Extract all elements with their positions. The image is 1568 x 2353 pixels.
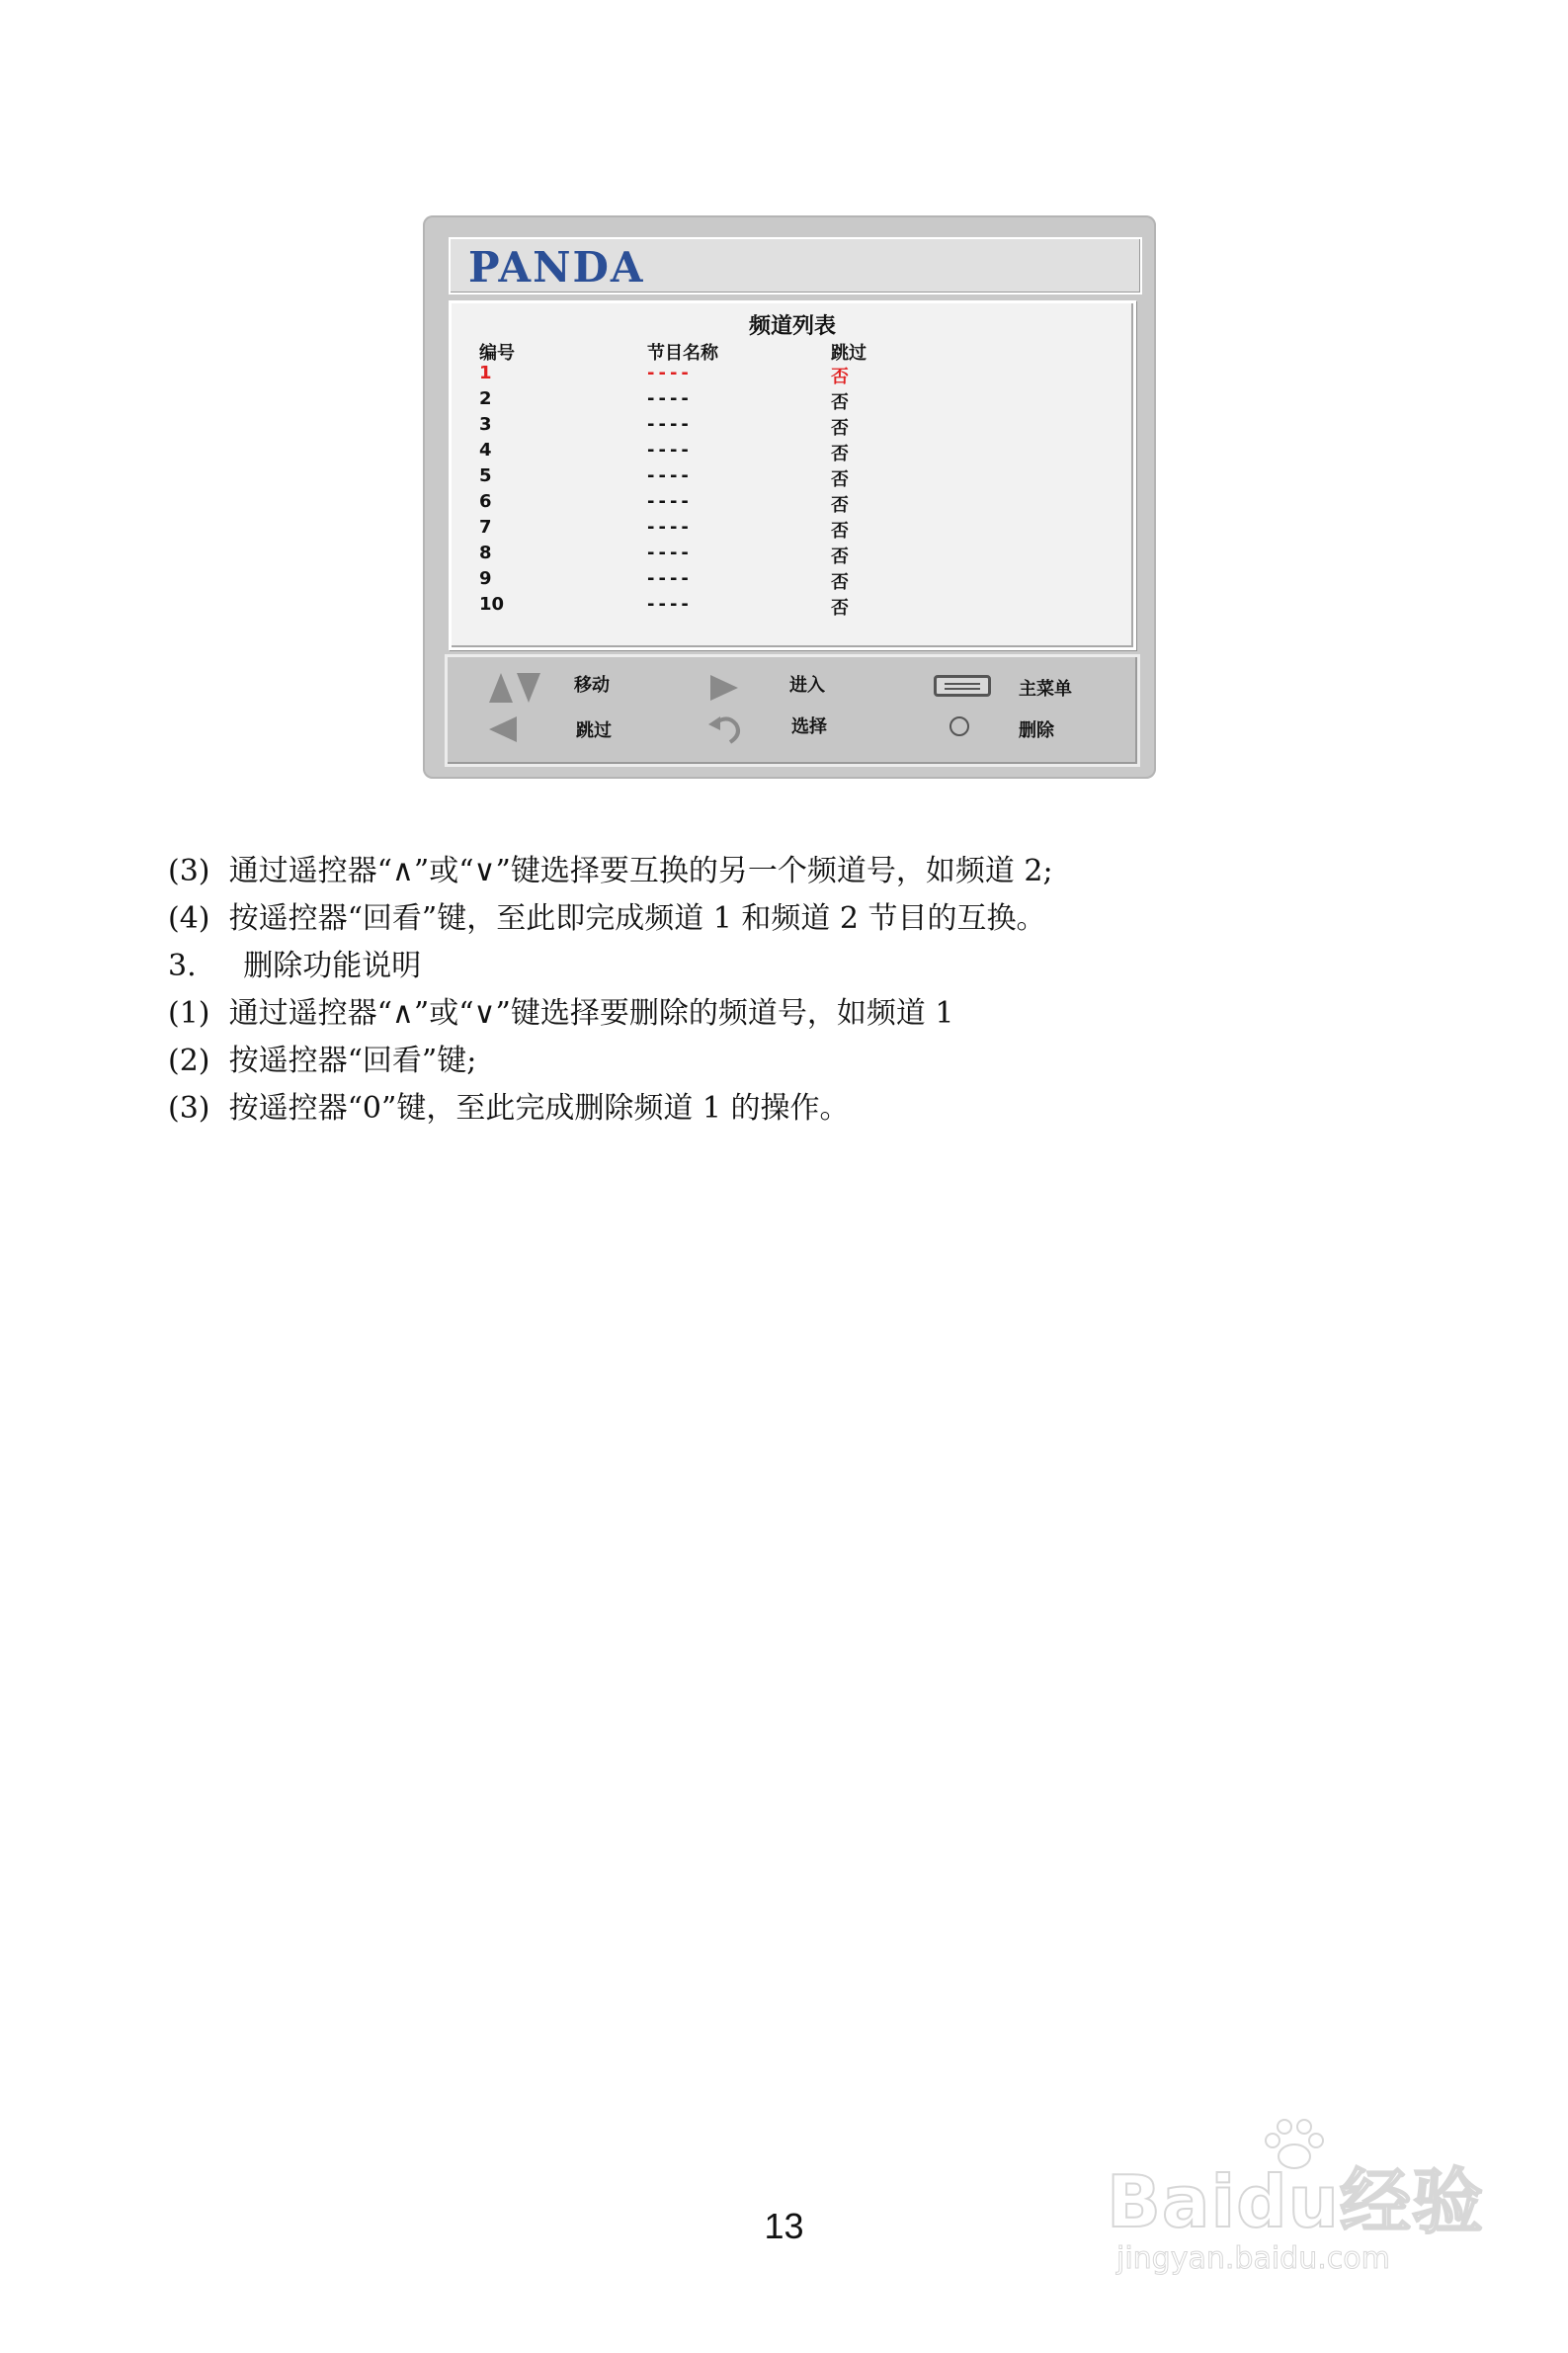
help-enter-label: 进入 [789, 675, 825, 696]
channel-number: 3 [479, 414, 492, 435]
instruction-line: (2) 按遥控器“回看”键; [168, 1044, 477, 1078]
panda-logo: PANDA [468, 243, 645, 292]
baidu-watermark [1107, 2115, 1522, 2293]
help-main-menu-label: 主菜单 [1019, 679, 1072, 700]
channel-row[interactable] [452, 517, 1133, 543]
channel-skip: 否 [831, 392, 849, 413]
channel-name: ---- [647, 543, 693, 563]
channel-skip: 否 [831, 469, 849, 490]
channel-skip: 否 [831, 598, 849, 619]
channel-skip: 否 [831, 495, 849, 516]
channel-name: ---- [647, 568, 693, 589]
channel-skip: 否 [831, 444, 849, 464]
instruction-line: (4) 按遥控器“回看”键，至此即完成频道 1 和频道 2 节目的互换。 [168, 901, 1046, 936]
channel-number: 1 [479, 363, 492, 383]
page-number: 13 [764, 2206, 804, 2246]
channel-name: ---- [647, 414, 693, 435]
column-header-skip: 跳过 [831, 343, 867, 364]
channel-name: ---- [647, 465, 693, 486]
channel-row[interactable] [452, 465, 1133, 491]
channel-number: 7 [479, 517, 492, 538]
channel-row[interactable] [452, 568, 1133, 594]
logo-bar [449, 237, 1142, 294]
channel-row[interactable] [452, 388, 1133, 414]
channel-row[interactable] [452, 543, 1133, 568]
channel-number: 4 [479, 440, 492, 461]
channel-skip: 否 [831, 418, 849, 439]
channel-number: 5 [479, 465, 492, 486]
channel-name: ---- [647, 440, 693, 461]
help-move-label: 移动 [574, 675, 610, 696]
instruction-line: (1) 通过遥控器“∧”或“∨”键选择要删除的频道号，如频道 1 [168, 996, 954, 1031]
channel-number: 8 [479, 543, 492, 563]
channel-list-title: 频道列表 [748, 314, 836, 339]
channel-list-panel [449, 300, 1136, 650]
tv-screen-figure [423, 215, 1156, 779]
help-bar [445, 654, 1140, 767]
help-select-label: 选择 [791, 716, 827, 737]
right-arrow-icon [710, 675, 738, 701]
channel-name: ---- [647, 363, 693, 383]
up-arrow-icon [489, 673, 513, 703]
channel-number: 10 [479, 594, 505, 615]
menu-key-icon [934, 675, 991, 697]
help-delete-label: 删除 [1019, 720, 1054, 741]
section-heading: 3. 删除功能说明 [168, 949, 422, 983]
channel-number: 6 [479, 491, 492, 512]
channel-row[interactable] [452, 363, 1133, 388]
left-arrow-icon [489, 716, 517, 742]
circle-key-icon [949, 716, 969, 736]
channel-row[interactable] [452, 594, 1133, 620]
channel-name: ---- [647, 388, 693, 409]
channel-number: 9 [479, 568, 492, 589]
column-header-number: 编号 [479, 343, 515, 364]
channel-name: ---- [647, 517, 693, 538]
channel-skip: 否 [831, 367, 849, 387]
watermark-url: jingyan.baidu.com [1116, 2241, 1390, 2276]
down-arrow-icon [517, 673, 540, 703]
channel-name: ---- [647, 594, 693, 615]
watermark-brand: Baidu经验 [1107, 2160, 1484, 2243]
help-skip-label: 跳过 [576, 720, 612, 741]
instruction-line: (3) 按遥控器“0”键，至此完成删除频道 1 的操作。 [168, 1091, 850, 1126]
instruction-line: (3) 通过遥控器“∧”或“∨”键选择要互换的另一个频道号，如频道 2; [168, 854, 1053, 888]
channel-skip: 否 [831, 546, 849, 567]
column-header-name: 节目名称 [647, 343, 718, 364]
channel-row[interactable] [452, 491, 1133, 517]
channel-skip: 否 [831, 572, 849, 593]
channel-row[interactable] [452, 414, 1133, 440]
channel-row[interactable] [452, 440, 1133, 465]
channel-number: 2 [479, 388, 492, 409]
return-icon [706, 713, 746, 746]
channel-skip: 否 [831, 521, 849, 542]
channel-name: ---- [647, 491, 693, 512]
